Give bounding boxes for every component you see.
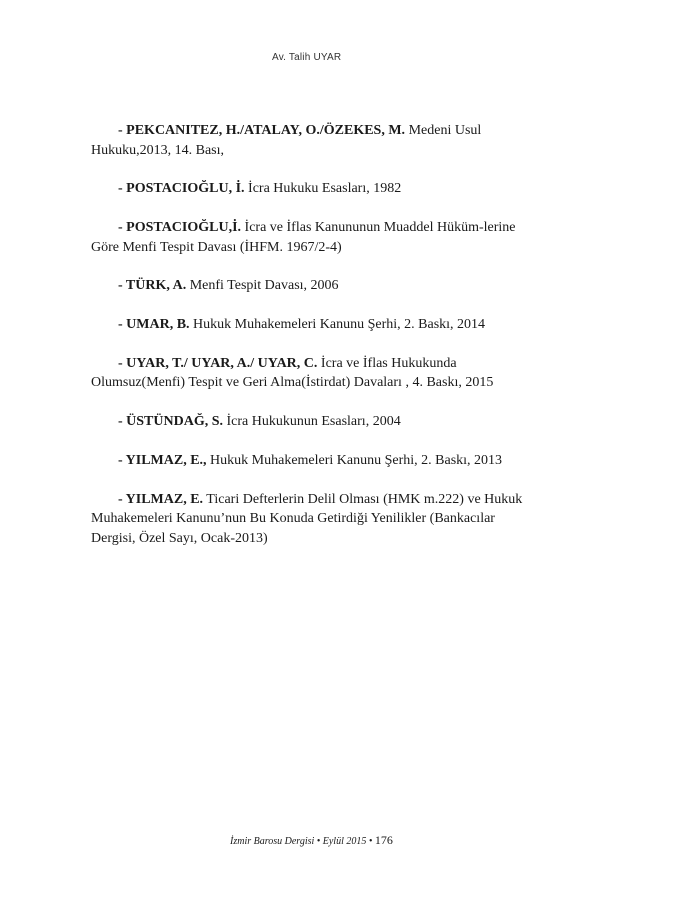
entry-work: İcra Hukukunun Esasları, 2004 xyxy=(223,414,401,430)
entry-work: Menfi Tespit Davası, 2006 xyxy=(186,278,339,294)
entry-work: Hukuk Muhakemeleri Kanunu Şerhi, 2. Baskı, 2014 xyxy=(189,317,486,333)
entry-work: İcra Hukuku Esasları, 1982 xyxy=(244,181,402,197)
entry-author: - ÜSTÜNDAĞ, S. xyxy=(118,414,224,430)
bibliography-entry xyxy=(91,276,523,296)
entry-author: - UMAR, B. xyxy=(118,317,190,333)
entry-author: - TÜRK, A. xyxy=(118,278,187,294)
bibliography-entry xyxy=(91,451,523,471)
bibliography-entry xyxy=(91,354,523,393)
entry-author: - UYAR, T./ UYAR, A./ UYAR, C. xyxy=(118,355,318,371)
entry-author: - YILMAZ, E. xyxy=(118,491,204,507)
entry-author: - POSTACIOĞLU, İ. xyxy=(118,181,245,197)
entry-author: - YILMAZ, E., xyxy=(118,453,207,469)
page-footer xyxy=(230,833,393,848)
entry-work: İcra ve İflas Hukukunda Olumsuz(Menfi) Tespit ve Geri Alma(İstirdat) Davaları , 4. Baskı, 2015 xyxy=(91,355,494,391)
bibliography-entry xyxy=(91,412,523,432)
entry-work: Ticari Defterlerin Delil Olması (HMK m.222) ve Hukuk Muhakemeleri Kanunu’nun Bu Konuda Getirdiği Yenilikler (Bankacılar Dergisi, Özel Sayı, Ocak-2013) xyxy=(91,491,523,546)
bibliography-entry xyxy=(91,315,523,335)
entry-work: Medeni Usul Hukuku,2013, 14. Bası, xyxy=(91,123,482,158)
bibliography-entry xyxy=(91,490,523,549)
bibliography-entry xyxy=(91,179,523,199)
footer-journal: İzmir Barosu Dergisi • Eylül 2015 • xyxy=(230,836,373,847)
entry-author: - PEKCANITEZ, H./ATALAY, O./ÖZEKES, M. xyxy=(118,123,406,138)
bibliography-entry xyxy=(91,121,523,160)
entry-work: Hukuk Muhakemeleri Kanunu Şerhi, 2. Baskı, 2013 xyxy=(206,453,503,469)
entry-author: - POSTACIOĞLU,İ. xyxy=(118,220,242,236)
entry-work: İcra ve İflas Kanununun Muaddel Hüküm-lerine Göre Menfi Tespit Davası (İHFM. 1967/2-4) xyxy=(91,220,516,255)
bibliography-entry xyxy=(91,218,523,257)
bibliography-list xyxy=(91,121,523,568)
running-header: Av. Talih UYAR xyxy=(272,52,342,63)
page-number: 176 xyxy=(374,833,393,847)
